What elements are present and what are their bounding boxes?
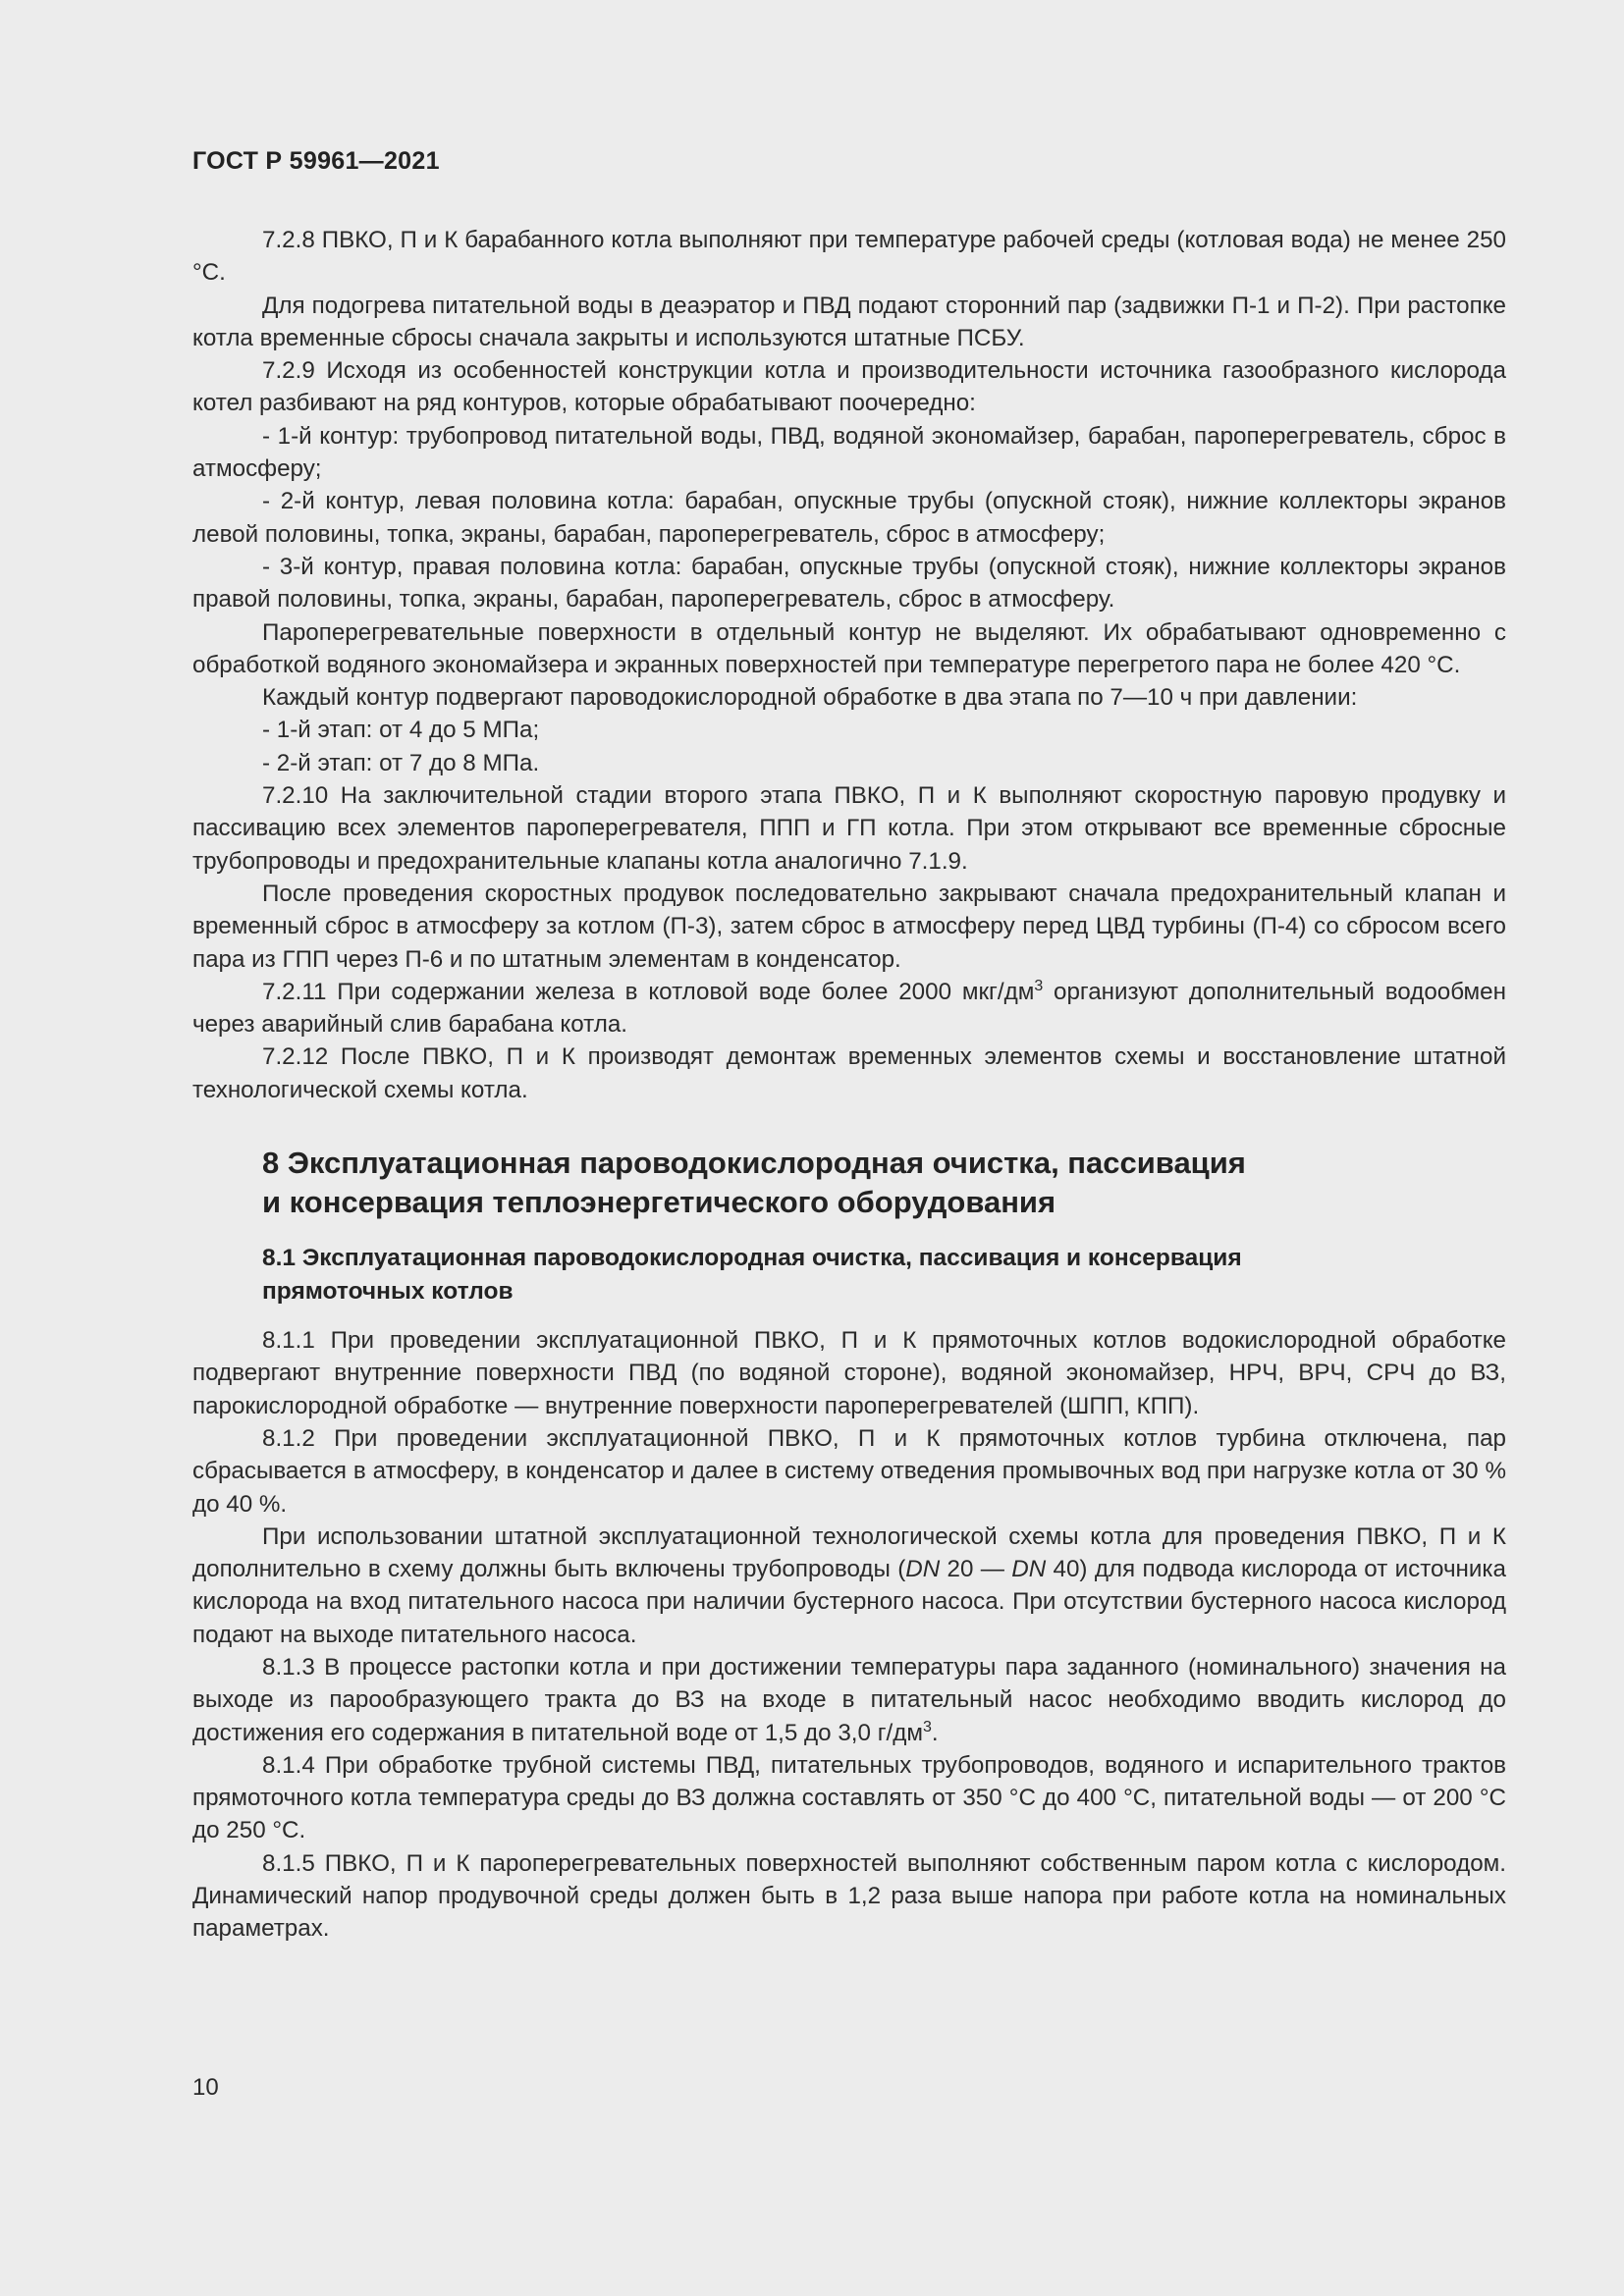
page-number: 10 — [192, 2074, 219, 2101]
paragraph-7-2-11 — [192, 976, 1506, 1041]
paragraph-7-2-11-text-a: 7.2.11 При содержании железа в котловой воде более 2000 мкг/дм — [262, 978, 1035, 1005]
paragraph-superheater-surfaces: Пароперегревательные поверхности в отдельный контур не выделяют. Их обрабатывают одновременно с обработкой водяного экономайзера и экранных поверхностей при температуре перегретого пара не более 420 °С. — [192, 618, 1506, 678]
subsection-8-1-heading-line-2: прямоточных котлов — [262, 1278, 514, 1306]
document-header: ГОСТ Р 59961—2021 — [192, 147, 440, 175]
dn-label-1: DN — [905, 1556, 941, 1583]
section-8-heading-line-1: 8 Эксплуатационная пароводокислородная очистка, пассивация — [262, 1146, 1246, 1181]
paragraph-each-contour: Каждый контур подвергают пароводокислородной обработке в два этапа по 7—10 ч при давлении: — [262, 684, 1358, 712]
paragraph-8-1-2-continued — [192, 1521, 1506, 1651]
list-item-contour-2: - 2-й контур, левая половина котла: барабан, опускные трубы (опускной стояк), нижние коллекторы экранов левой половины, топка, экраны, барабан, пароперегреватель, сброс в атмосферу; — [192, 488, 1506, 548]
paragraph-7-2-8-continued: Для подогрева питательной воды в деаэратор и ПВД подают сторонний пар (задвижки П-1 и П-2). При растопке котла временные сбросы сначала закрыты и используются штатные ПСБУ. — [192, 292, 1506, 351]
paragraph-8-1-4: 8.1.4 При обработке трубной системы ПВД, питательных трубопроводов, водяного и испарительного трактов прямоточного котла температура среды до ВЗ должна составлять от 350 °С до 400 °С, питательной воды — от 200 °С до 250 °С. — [192, 1751, 1506, 1844]
paragraph-8-1-2-text-a: При использовании штатной эксплуатационной технологической схемы котла для проведения ПВКО, П и К дополнительно в схему должны быть включены трубопроводы ( — [192, 1522, 1506, 1583]
paragraph-7-2-11-text-b: организуют дополнительный водообмен через аварийный слив барабана котла. — [192, 978, 1506, 1039]
list-item-contour-1: - 1-й контур: трубопровод питательной воды, ПВД, водяной экономайзер, барабан, пароперегреватель, сброс в атмосферу; — [192, 422, 1506, 483]
paragraph-7-2-10-continued: После проведения скоростных продувок последовательно закрывают сначала предохранительный клапан и временный сброс в атмосферу за котлом (П-3), затем сброс в атмосферу перед ЦВД турбины (П-4) со сбросом всего пара из ГПП через П-6 и по штатным элементам в конденсатор. — [192, 880, 1506, 973]
paragraph-8-1-2: 8.1.2 При проведении эксплуатационной ПВКО, П и К прямоточных котлов турбина отключена, пар сбрасывается в атмосферу, в конденсатор и далее в систему отведения промывочных вод при нагрузке котла от 30 % до 40 %. — [192, 1424, 1506, 1518]
list-item-contour-3: - 3-й контур, правая половина котла: барабан, опускные трубы (опускной стояк), нижние коллекторы экранов правой половины, топка, экраны, барабан, пароперегреватель, сброс в атмосферу. — [192, 553, 1506, 614]
document-body — [192, 224, 1506, 1946]
superscript-3: 3 — [1034, 977, 1044, 994]
paragraph-8-1-2-text-mid: 20 — — [940, 1556, 1012, 1583]
paragraph-7-2-10: 7.2.10 На заключительной стадии второго этапа ПВКО, П и К выполняют скоростную паровую продувку и пассивацию всех элементов пароперегревателя, ППП и ГП котла. При этом открывают все временные сбросные трубопроводы и предохранительные клапаны котла аналогично 7.1.9. — [192, 782, 1506, 875]
list-item-stage-2: - 2-й этап: от 7 до 8 МПа. — [262, 749, 540, 776]
paragraph-7-2-9: 7.2.9 Исходя из особенностей конструкции котла и производительности источника газообразного кислорода котел разбивают на ряд контуров, которые обрабатывают поочередно: — [192, 357, 1506, 417]
section-8-heading-line-2: и консервация теплоэнергетического оборудования — [262, 1185, 1056, 1220]
paragraph-8-1-2-text-b: 40) для подвода кислорода от источника кислорода на вход питательного насоса при наличии бустерного насоса. При отсутствии бустерного насоса кислород подают на выходе питательного насоса. — [192, 1556, 1506, 1648]
superscript-3: 3 — [922, 1718, 932, 1735]
subsection-8-1-heading — [192, 1242, 1506, 1308]
paragraph-8-1-3 — [192, 1651, 1506, 1749]
paragraph-7-2-8: 7.2.8 ПВКО, П и К барабанного котла выполняют при температуре рабочей среды (котловая вода) не менее 250 °С. — [192, 227, 1506, 287]
paragraph-8-1-1: 8.1.1 При проведении эксплуатационной ПВКО, П и К прямоточных котлов водокислородной обработке подвергают внутренние поверхности ПВД (по водяной стороне), водяной экономайзер, НРЧ, ВРЧ, СРЧ до ВЗ, парокислородной обработке — внутренние поверхности пароперегревателей (ШПП, КПП). — [192, 1327, 1506, 1419]
paragraph-7-2-12: 7.2.12 После ПВКО, П и К производят демонтаж временных элементов схемы и восстановление штатной технологической схемы котла. — [192, 1043, 1506, 1103]
dn-label-2: DN — [1011, 1556, 1047, 1583]
paragraph-8-1-3-text-a: 8.1.3 В процессе растопки котла и при достижении температуры пара заданного (номинального) значения на выходе из парообразующего тракта до ВЗ на входе в питательный насос необходимо вводить кислород до достижения его содержания в питательной воде от 1,5 до 3,0 г/дм — [192, 1653, 1506, 1746]
section-8-heading — [192, 1144, 1506, 1222]
paragraph-8-1-3-text-b: . — [931, 1719, 939, 1746]
subsection-8-1-heading-line-1: 8.1 Эксплуатационная пароводокислородная очистка, пассивация и консервация — [262, 1245, 1242, 1272]
list-item-stage-1: - 1-й этап: от 4 до 5 МПа; — [262, 717, 540, 744]
paragraph-8-1-5: 8.1.5 ПВКО, П и К пароперегревательных поверхностей выполняют собственным паром котла с кислородом. Динамический напор продувочной среды должен быть в 1,2 раза выше напора при работе котла на номинальных параметрах. — [192, 1849, 1506, 1943]
